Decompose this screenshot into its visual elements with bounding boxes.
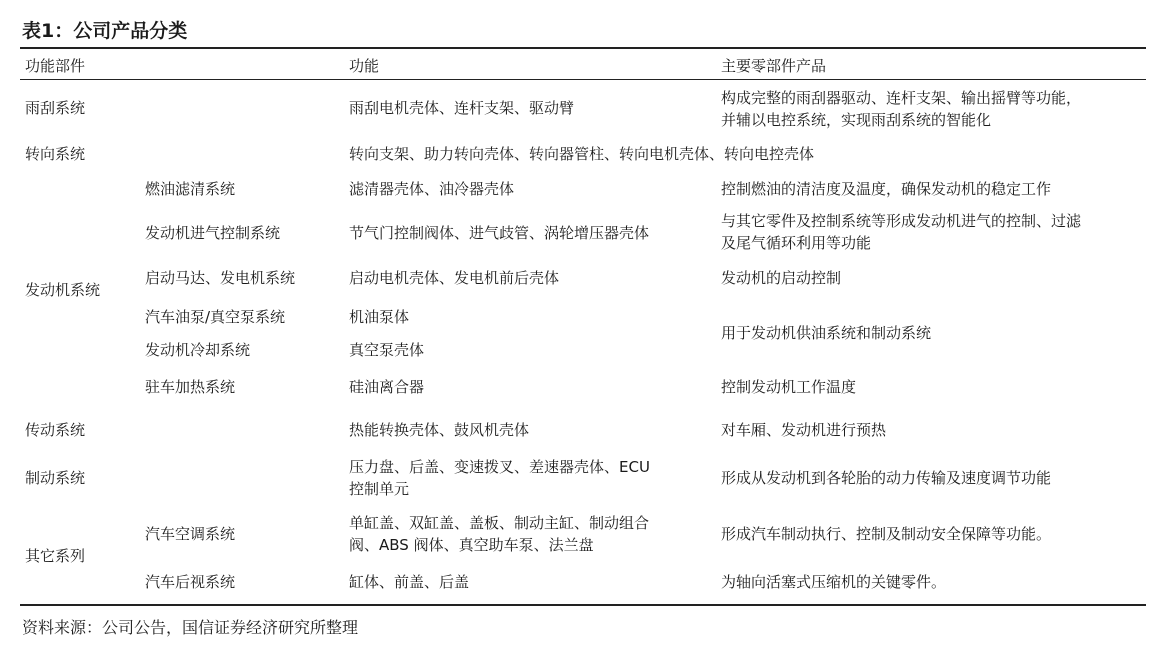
row-brake-product: 形成从发动机到各轮胎的动力传输及速度调节功能: [721, 469, 1052, 487]
row-pump-function: 机油泵体: [349, 308, 410, 326]
row-intake-product-line2: 及尾气循环利用等功能: [721, 234, 872, 252]
row-parking-heat-product: 控制发动机工作温度: [721, 378, 857, 396]
row-fuel-filter-sub: 燃油滤清系统: [145, 180, 236, 198]
row-fuel-filter-product: 控制燃油的清洁度及温度，确保发动机的稳定工作: [721, 180, 1052, 198]
row-ac-sub: 汽车空调系统: [145, 525, 236, 543]
row-pump-sub: 汽车油泵/真空泵系统: [145, 308, 286, 326]
row-starter-function: 启动电机壳体、发电机前后壳体: [349, 269, 560, 287]
row-rearview-sub: 汽车后视系统: [145, 573, 236, 591]
row-engine-system: 发动机系统: [25, 281, 101, 299]
row-transmission-system: 传动系统: [25, 421, 86, 439]
row-ac-function-line1: 单缸盖、双缸盖、盖板、制动主缸、制动组合: [349, 514, 650, 532]
header-product: 主要零部件产品: [721, 57, 827, 75]
row-starter-product: 发动机的启动控制: [721, 269, 842, 287]
row-wiper-function: 雨刮电机壳体、连杆支架、驱动臂: [349, 99, 575, 117]
row-wiper-system: 雨刮系统: [25, 99, 86, 117]
row-ac-function-line2: 阀、ABS 阀体、真空助车泵、法兰盘: [349, 536, 594, 554]
row-steering-system: 转向系统: [25, 145, 86, 163]
row-intake-sub: 发动机进气控制系统: [145, 224, 281, 242]
top-rule: [20, 47, 1146, 49]
row-parking-heat-function: 硅油离合器: [349, 378, 425, 396]
header-part: 功能部件: [25, 57, 86, 75]
header-rule: [20, 79, 1146, 80]
table-title: 表1：公司产品分类: [22, 20, 188, 42]
row-brake-function-line2: 控制单元: [349, 480, 410, 498]
row-wiper-product-line2: 并辅以电控系统，实现雨刮系统的智能化: [721, 111, 992, 129]
row-rearview-product: 为轴向活塞式压缩机的关键零件。: [721, 573, 947, 591]
row-cooling-sub: 发动机冷却系统: [145, 341, 251, 359]
row-brake-system: 制动系统: [25, 469, 86, 487]
row-starter-sub: 启动马达、发电机系统: [145, 269, 296, 287]
row-brake-function-line1: 压力盘、后盖、变速拨叉、差速器壳体、ECU: [349, 458, 650, 476]
row-transmission-function: 热能转换壳体、鼓风机壳体: [349, 421, 530, 439]
row-other-system: 其它系列: [25, 547, 86, 565]
row-steering-function: 转向支架、助力转向壳体、转向器管柱、转向电机壳体、转向电控壳体: [349, 145, 815, 163]
source-note: 资料来源：公司公告，国信证券经济研究所整理: [22, 618, 359, 637]
row-transmission-product: 对车厢、发动机进行预热: [721, 421, 887, 439]
row-pump-cooling-product: 用于发动机供油系统和制动系统: [721, 324, 932, 342]
row-parking-heat-sub: 驻车加热系统: [145, 378, 236, 396]
header-function: 功能: [349, 57, 380, 75]
row-fuel-filter-function: 滤清器壳体、油冷器壳体: [349, 180, 515, 198]
row-intake-product-line1: 与其它零件及控制系统等形成发动机进气的控制、过滤: [721, 212, 1082, 230]
row-ac-product: 形成汽车制动执行、控制及制动安全保障等功能。: [721, 525, 1052, 543]
row-rearview-function: 缸体、前盖、后盖: [349, 573, 470, 591]
row-wiper-product-line1: 构成完整的雨刮器驱动、连杆支架、输出摇臂等功能，: [721, 89, 1082, 107]
bottom-rule: [20, 604, 1146, 606]
row-cooling-function: 真空泵壳体: [349, 341, 425, 359]
row-intake-function: 节气门控制阀体、进气歧管、涡轮增压器壳体: [349, 224, 650, 242]
